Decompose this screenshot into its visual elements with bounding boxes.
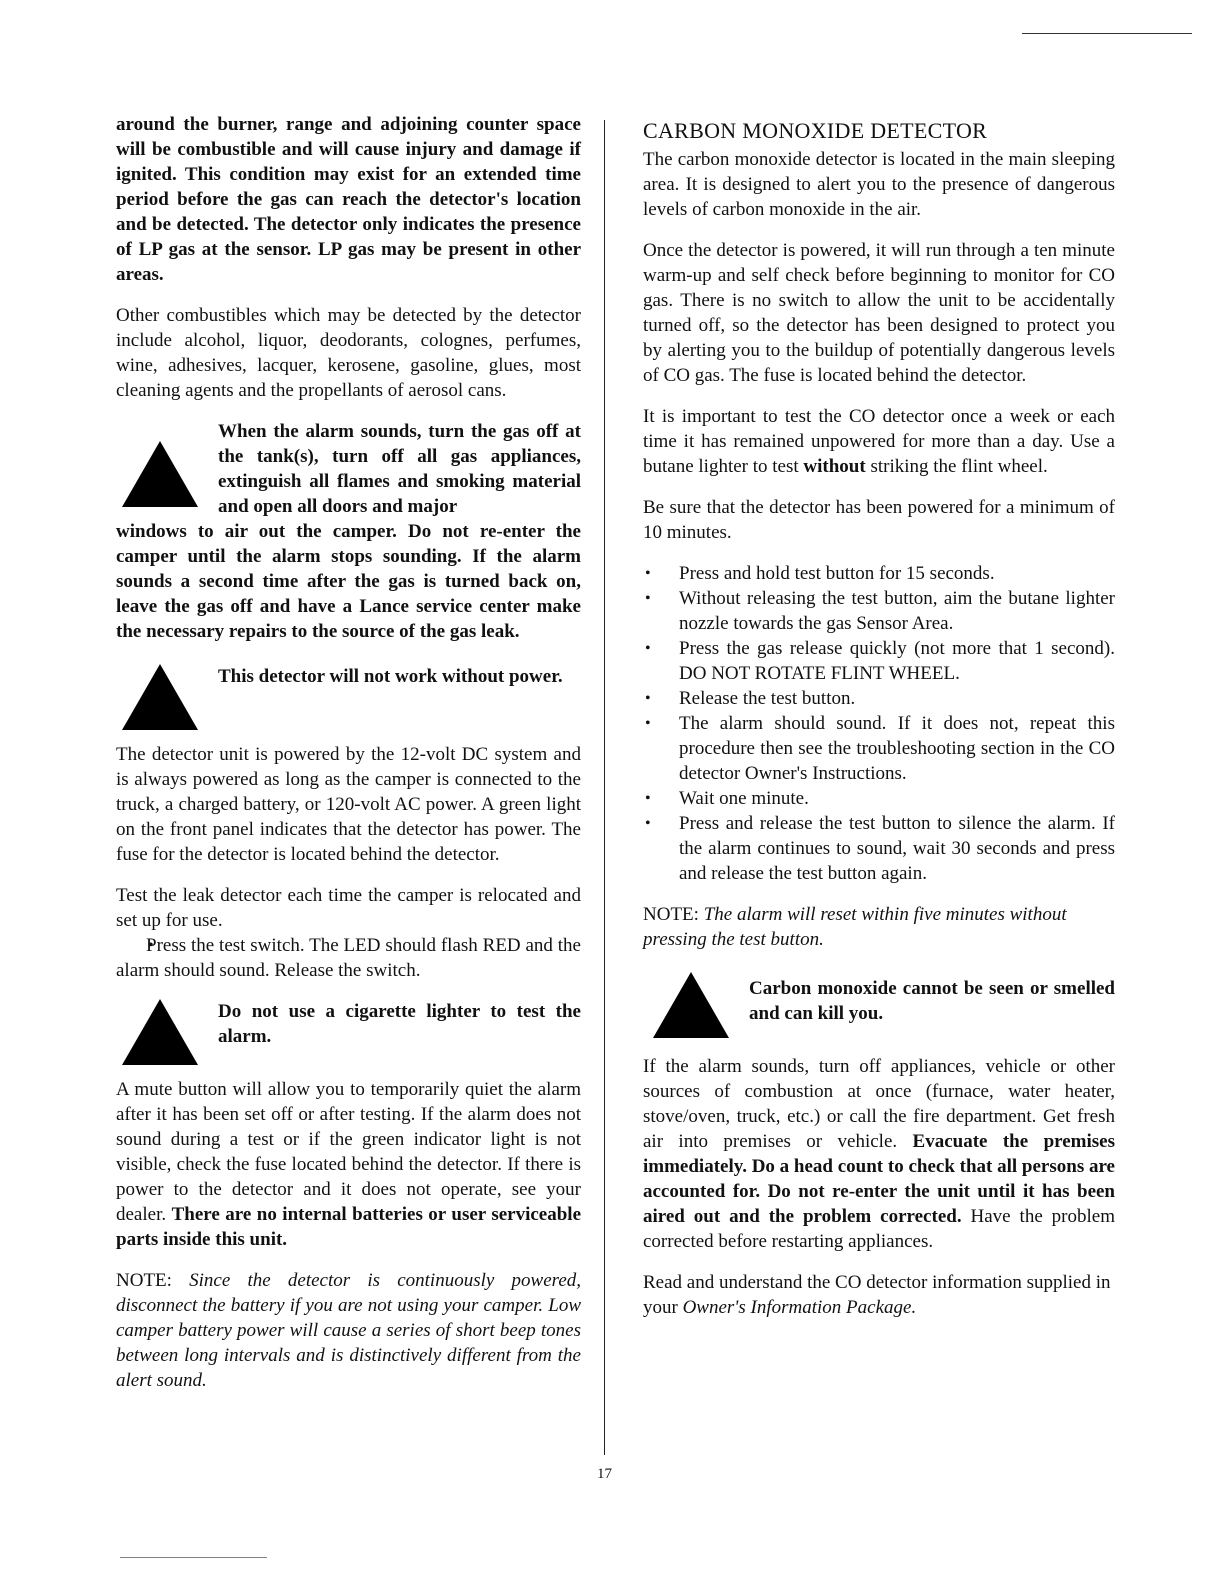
list-item: • Press and release the test button to silence the alarm. If the alarm continues to sound, wait 30 seconds and press and release the test button again. xyxy=(643,811,1115,886)
battery-note xyxy=(116,1268,581,1393)
note-text: Since the detector is continuously powered, disconnect the battery if you are not using your camper. Low camper battery power will cause a series of short beep tones between long intervals and is distinctively different from the alert sound. xyxy=(116,1270,581,1391)
alarm-warning-text: When the alarm sounds, turn the gas off at the tank(s), turn off all gas appliances, extinguish all flames and smoking material and open all doors and major xyxy=(218,421,581,517)
lighter-warning-text: Do not use a cigarette lighter to test the alarm. xyxy=(218,1001,581,1047)
power-paragraph: The detector unit is powered by the 12-volt DC system and is always powered as long as the camper is connected to the truck, a charged battery, or 120-volt AC power. A green light on the front panel indicates that the detector has power. The fuse for the detector is located behind the detector. xyxy=(116,744,581,865)
right-column xyxy=(643,118,1115,1336)
section-heading: CARBON MONOXIDE DETECTOR xyxy=(643,118,988,143)
alarm-actions-text: If the alarm sounds, turn off appliances, vehicle or other sources of combustion at once (furnace, water heater, stove/oven, truck, etc.) or call the fire department. Get fresh air into premises or vehicle. xyxy=(643,1056,1115,1152)
list-item: • Release the test button. xyxy=(643,686,1115,711)
bottom-rule xyxy=(120,1557,267,1558)
warning-triangle-icon xyxy=(122,999,198,1065)
list-item: • Wait one minute. xyxy=(643,786,1115,811)
owner-info-text: Read and understand the CO detector information supplied in your xyxy=(643,1272,1111,1318)
note-label: NOTE: xyxy=(643,904,699,925)
other-combustibles: Other combustibles which may be detected by the detector include alcohol, liquor, deodorants, colognes, perfumes, wine, adhesives, lacquer, kerosene, gasoline, glues, most cleaning agents and the propellants of aerosol cans. xyxy=(116,305,581,401)
list-item: • Press and hold test button for 15 seconds. xyxy=(643,561,1115,586)
co-test-steps xyxy=(643,561,1115,886)
top-rule xyxy=(1022,33,1192,34)
alarm-warning xyxy=(116,419,581,519)
without-emphasis: without xyxy=(803,456,866,477)
note-text: The alarm will reset within five minutes without pressing the test button. xyxy=(643,904,1067,950)
test-frequency-text: It is important to test the CO detector once a week or each time it has remained unpowered for more than a day. Use a butane lighter to test xyxy=(643,406,1115,477)
note-label: NOTE: xyxy=(116,1270,172,1291)
owner-info xyxy=(643,1270,1115,1320)
test-intro: Test the leak detector each time the camper is relocated and set up for use. xyxy=(116,885,581,931)
lighter-warning xyxy=(116,995,581,1065)
evacuate-text: Evacuate the premises immediately. Do a head count to check that all persons are accounted for. Do not re-enter the unit until it has been aired out and the problem corrected. xyxy=(643,1131,1115,1227)
power-warning-text: This detector will not work without power. xyxy=(218,666,563,687)
warning-triangle-icon xyxy=(653,972,729,1038)
test-list xyxy=(116,933,581,983)
co-warning-text: Carbon monoxide cannot be seen or smelled and can kill you. xyxy=(749,978,1115,1024)
alarm-warning-continued: windows to air out the camper. Do not re-enter the camper until the alarm stops sounding. If the alarm sounds a second time after the gas is turned back on, leave the gas off and have a Lance service center make the necessary repairs to the source of the gas leak. xyxy=(116,521,581,642)
co-alarm-actions xyxy=(643,1054,1115,1254)
co-test-frequency xyxy=(643,404,1115,479)
alarm-actions-tail: Have the problem corrected before restarting appliances. xyxy=(643,1206,1116,1252)
warning-triangle-icon xyxy=(122,664,198,730)
list-item: • Press the gas release quickly (not more that 1 second). DO NOT ROTATE FLINT WHEEL. xyxy=(643,636,1115,686)
co-warning xyxy=(643,968,1115,1038)
mute-text: A mute button will allow you to temporarily quiet the alarm after it has been set off or after testing. If the alarm does not sound during a test or if the green indicator light is not visible, check the fuse located behind the detector. If there is power to the detector and it does not operate, see your dealer. xyxy=(116,1079,581,1225)
power-warning xyxy=(116,660,581,730)
co-warmup: Once the detector is powered, it will run through a ten minute warm-up and self check before beginning to monitor for CO gas. There is no switch to allow the unit to be accidentally turned off, so the detector has been designed to protect you by alerting you to the buildup of potentially dangerous levels of CO gas. The fuse is located behind the detector. xyxy=(643,240,1115,386)
test-frequency-tail: striking the flint wheel. xyxy=(870,456,1048,477)
page-number: 17 xyxy=(597,1466,612,1482)
owner-package: Owner's Information Package. xyxy=(682,1297,917,1318)
list-item: • Press the test switch. The LED should flash RED and the alarm should sound. Release the switch. xyxy=(116,933,581,983)
left-column xyxy=(116,112,581,1409)
co-location: The carbon monoxide detector is located in the main sleeping area. It is designed to alert you to the presence of dangerous levels of carbon monoxide in the air. xyxy=(643,149,1115,220)
column-divider xyxy=(604,120,605,1455)
mute-paragraph xyxy=(116,1077,581,1252)
co-powered-minimum: Be sure that the detector has been powered for a minimum of 10 minutes. xyxy=(643,497,1115,543)
lp-intro: around the burner, range and adjoining counter space will be combustible and will cause injury and damage if ignited. This condition may exist for an extended time period before the gas can reach the detector's location and be detected. The detector only indicates the presence of LP gas at the sensor. LP gas may be present in other areas. xyxy=(116,114,581,285)
warning-triangle-icon xyxy=(122,441,198,507)
list-item: • Without releasing the test button, aim the butane lighter nozzle towards the gas Sensor Area. xyxy=(643,586,1115,636)
reset-note xyxy=(643,902,1115,952)
list-item: • The alarm should sound. If it does not, repeat this procedure then see the troubleshooting section in the CO detector Owner's Instructions. xyxy=(643,711,1115,786)
mute-bold-text: There are no internal batteries or user serviceable parts inside this unit. xyxy=(116,1204,582,1250)
